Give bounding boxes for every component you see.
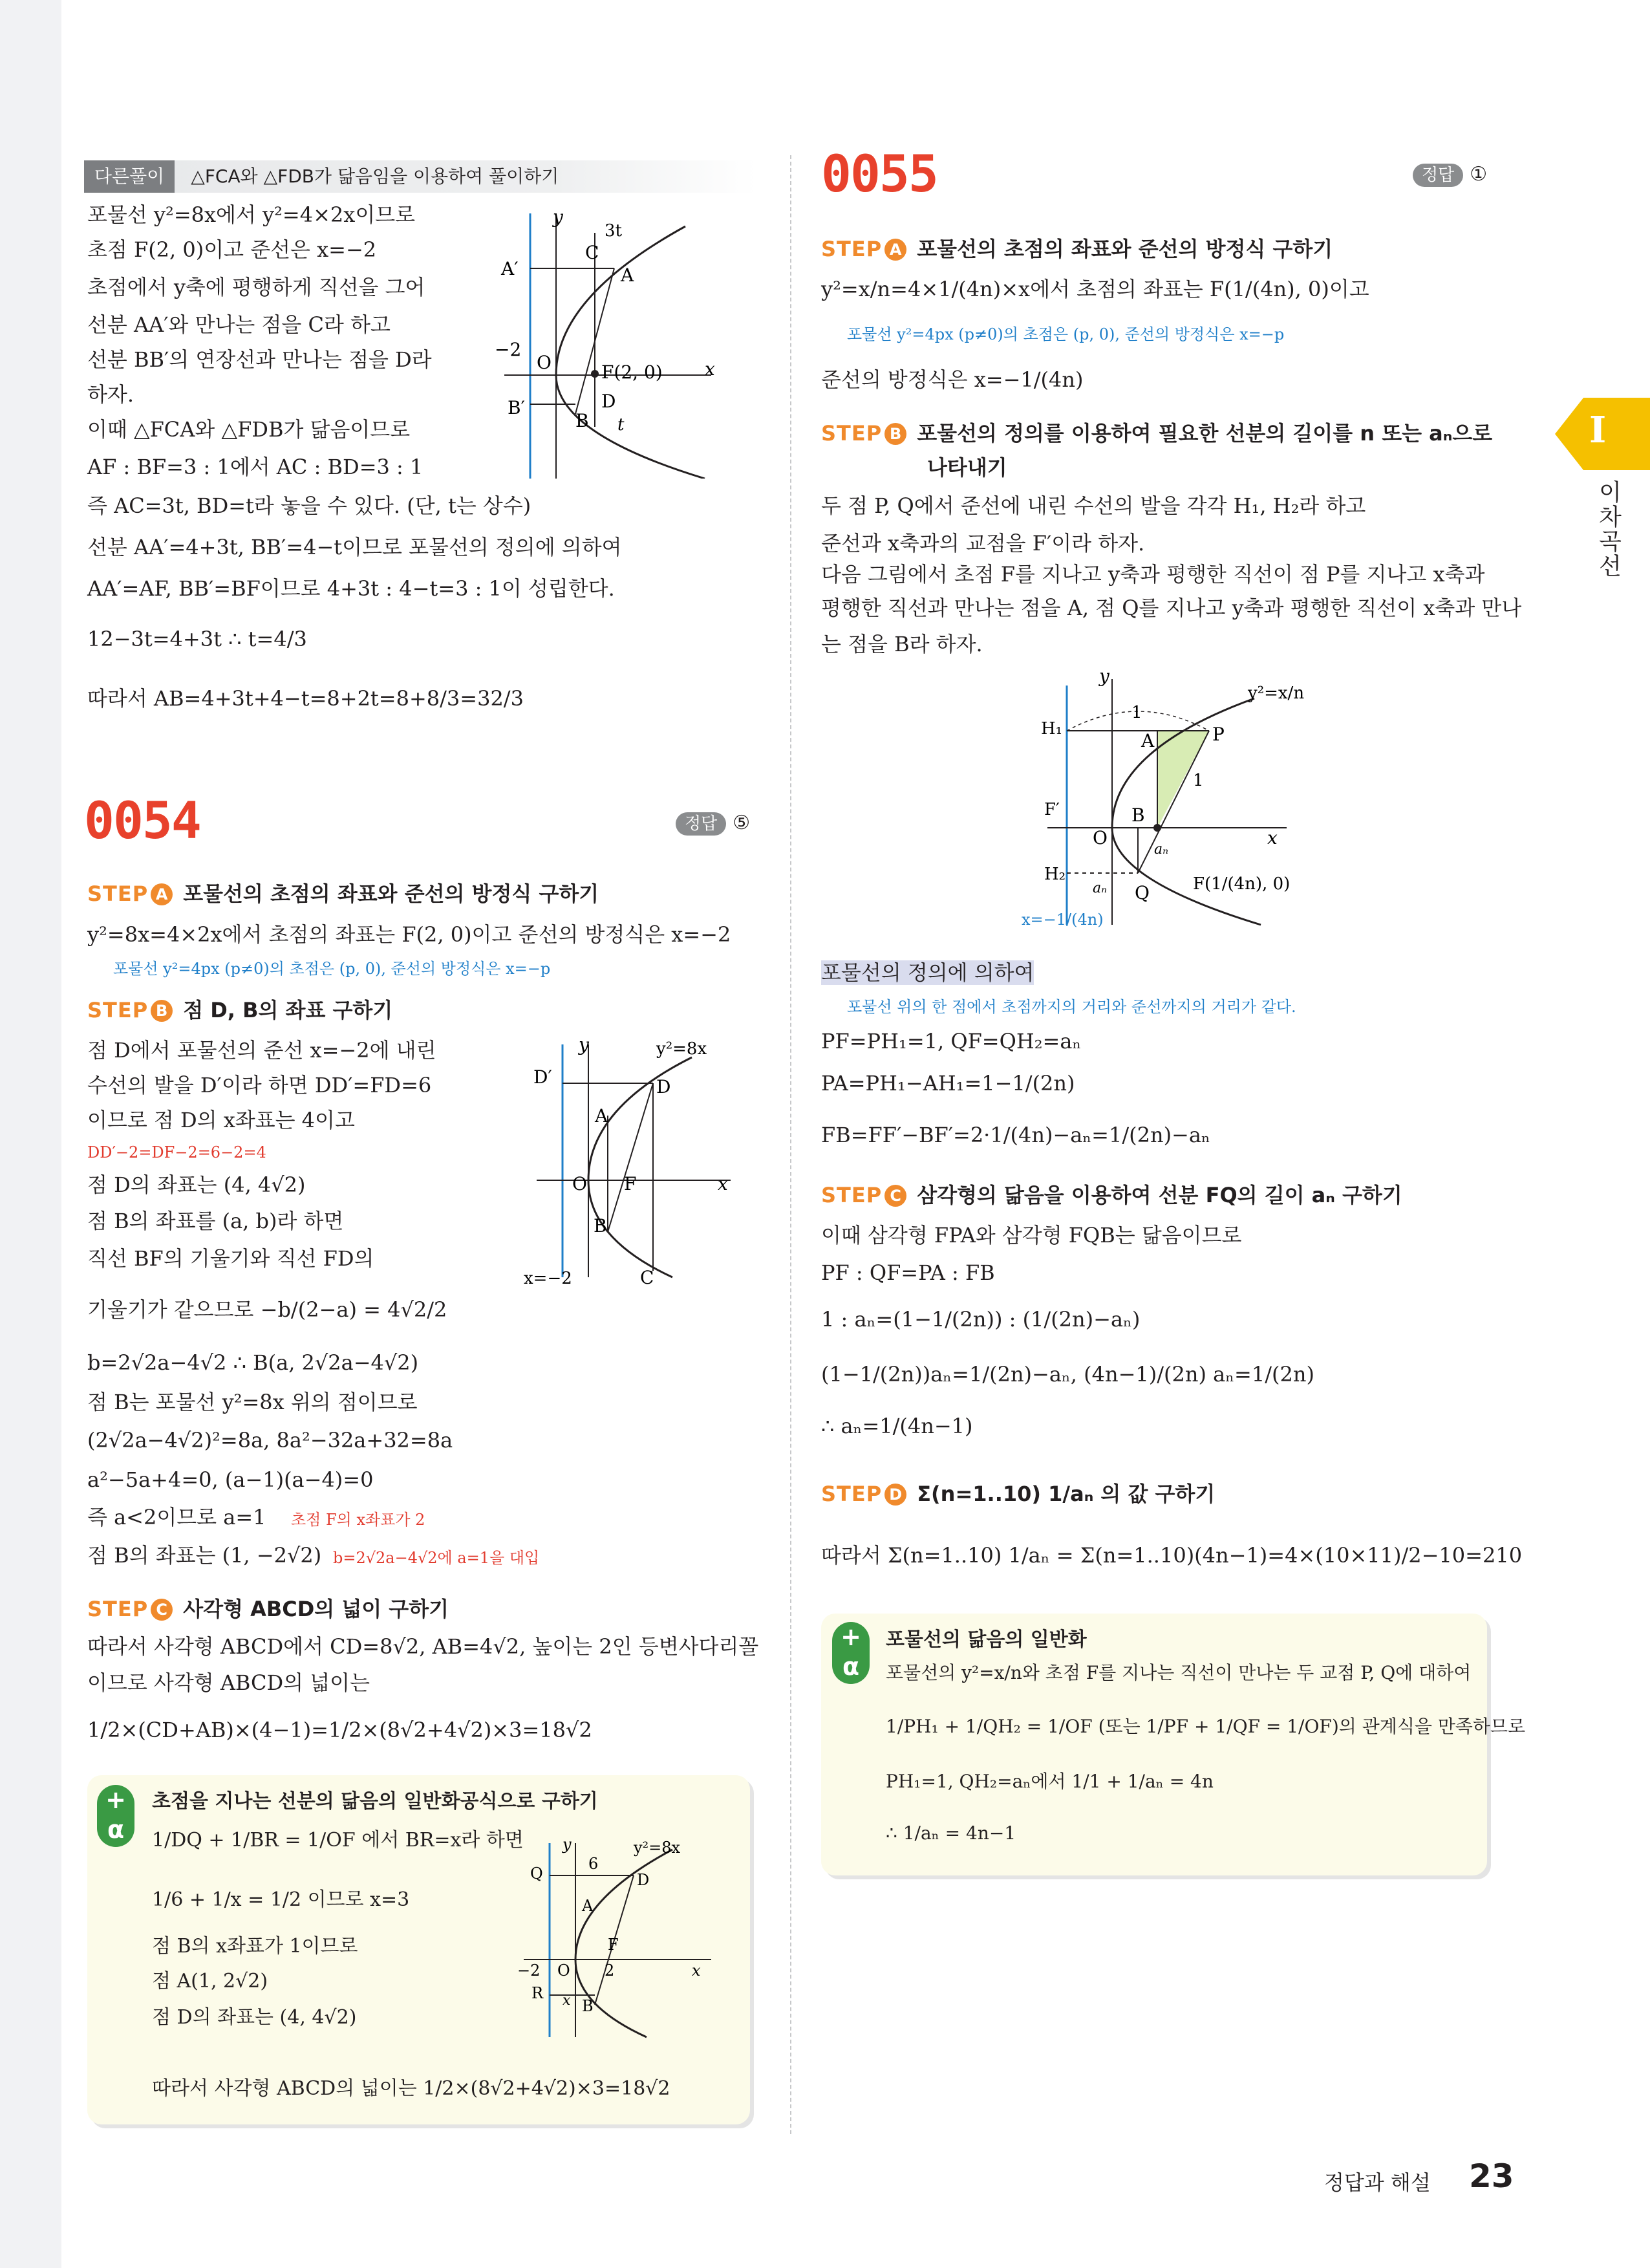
- alt-line: 이때 △FCA와 △FDB가 닮음이므로: [87, 417, 411, 442]
- step-heading: STEP B 포물선의 정의를 이용하여 필요한 선분의 길이를 n 또는 aₙ으로: [821, 421, 1493, 446]
- tip-box-line: ∴ 1/aₙ = 4n−1: [886, 1822, 1016, 1844]
- step-line: b=2√2a−4√2 ∴ B(a, 2√2a−4√2): [87, 1350, 419, 1375]
- fig-label: t: [617, 415, 625, 435]
- step-line: (1−1/(2n))aₙ=1/(2n)−aₙ, (4n−1)/(2n) aₙ=1/(2n): [821, 1362, 1314, 1387]
- fig-label: P: [1212, 724, 1225, 745]
- alt-line: 선분 AA′=4+3t, BB′=4−t이므로 포물선의 정의에 의하여: [87, 535, 622, 559]
- tip-box-figure: [517, 1830, 731, 2044]
- answer-label: [676, 812, 750, 836]
- step-note: 포물선 y²=4px (p≠0)의 초점은 (p, 0), 준선의 방정식은 x=−p: [847, 325, 1285, 343]
- step-line: 두 점 P, Q에서 준선에 내린 수선의 발을 각각 H₁, H₂라 하고: [821, 493, 1366, 518]
- tip-box-line: 1/DQ + 1/BR = 1/OF 에서 BR=x라 하면: [152, 1829, 524, 1852]
- plus-alpha-icon: + α: [832, 1622, 870, 1684]
- answer-label: [1413, 163, 1487, 187]
- fig-label: C: [585, 242, 599, 263]
- fig-label: F(1/(4n), 0): [1193, 874, 1291, 894]
- step-line: 따라서 사각형 ABCD에서 CD=8√2, AB=4√2, 높이는 2인 등변사다리꼴: [87, 1634, 759, 1659]
- tip-box-title: 포물선의 닮음의 일반화: [886, 1628, 1087, 1651]
- fig-label: y²=x/n: [1248, 684, 1305, 703]
- fig-label: y: [579, 1034, 589, 1055]
- step-note: DD′−2=DF−2=6−2=4: [87, 1143, 266, 1161]
- step-line: a²−5a+4=0, (a−1)(a−4)=0: [87, 1467, 374, 1492]
- chapter-number: I: [1589, 409, 1607, 451]
- problem-0054-figure: [517, 1031, 750, 1290]
- step-line: 점 D에서 포물선의 준선 x=−2에 내린: [87, 1038, 436, 1063]
- fig-label: B: [575, 410, 589, 431]
- fig-label: B: [582, 1997, 594, 2015]
- step-note: 초점 F의 x좌표가 2: [291, 1511, 425, 1529]
- fig-label: y: [553, 207, 563, 228]
- step-line: ∴ aₙ=1/(4n−1): [821, 1414, 973, 1438]
- fig-label: B: [594, 1215, 607, 1237]
- fig-label: O: [1093, 827, 1108, 848]
- fig-label: x=−2: [524, 1269, 572, 1288]
- step-line: (2√2a−4√2)²=8a, 8a²−32a+32=8a: [87, 1428, 453, 1453]
- fig-label: B′: [508, 397, 525, 418]
- alt-solution-tag: 다른풀이: [84, 160, 175, 193]
- fig-label: Q: [530, 1864, 543, 1883]
- step-heading: STEP D Σ(n=1..10) 1/aₙ 의 값 구하기: [821, 1482, 1216, 1506]
- alt-line: AF : BF=3 : 1에서 AC : BD=3 : 1: [87, 455, 423, 479]
- fig-label: x=−1/(4n): [1022, 911, 1104, 929]
- step-line: y²=8x=4×2x에서 초점의 좌표는 F(2, 0)이고 준선의 방정식은 x=−2: [87, 922, 731, 947]
- fig-label: F: [608, 1936, 619, 1954]
- def-note: 포물선 위의 한 점에서 초점까지의 거리와 준선까지의 거리가 같다.: [847, 998, 1296, 1016]
- problem-number: 0054: [84, 792, 200, 850]
- fig-label: A: [582, 1897, 594, 1915]
- def-line: 포물선의 정의에 의하여: [821, 960, 1034, 985]
- tip-box-line: 점 D의 좌표는 (4, 4√2): [152, 2006, 357, 2029]
- step-line: 기울기가 같으므로 −b/(2−a) = 4√2/2: [87, 1297, 447, 1322]
- fig-label: R: [531, 1984, 544, 2002]
- fig-label: O: [537, 352, 552, 373]
- alt-line: 포물선 y²=8x에서 y²=4×2x이므로: [87, 202, 416, 227]
- fig-label: O: [572, 1173, 587, 1194]
- alt-solution-figure: [491, 207, 750, 479]
- fig-label: aₙ: [1093, 880, 1108, 896]
- fig-label: A′: [501, 258, 519, 279]
- tip-box-line: PH₁=1, QH₂=aₙ에서 1/1 + 1/aₙ = 4n: [886, 1771, 1214, 1792]
- fig-label: x: [562, 1993, 571, 2009]
- step-line: 점 B의 좌표를 (a, b)라 하면: [87, 1209, 344, 1233]
- fig-label: C: [640, 1267, 654, 1288]
- fig-label: 2: [605, 1961, 615, 1980]
- fig-label: Q: [1135, 882, 1150, 903]
- fig-label: F: [624, 1173, 637, 1194]
- step-line: 직선 BF의 기울기와 직선 FD의: [87, 1246, 374, 1271]
- step-line: 준선과 x축과의 교점을 F′이라 하자.: [821, 531, 1145, 556]
- footer-label: 정답과 해설: [1324, 2170, 1431, 2195]
- alt-solution-caption: △FCA와 △FDB가 닮음임을 이용하여 풀이하기: [191, 166, 559, 187]
- fig-label: H₂: [1044, 865, 1066, 884]
- fig-label: aₙ: [1154, 841, 1169, 858]
- fig-label: x: [692, 1961, 701, 1980]
- step-line: 1/2×(CD+AB)×(4−1)=1/2×(8√2+4√2)×3=18√2: [87, 1718, 592, 1742]
- step-line: y²=x/n=4×1/(4n)×x에서 초점의 좌표는 F(1/(4n), 0)이고: [821, 277, 1369, 301]
- step-line: 수선의 발을 D′이라 하면 DD′=FD=6: [87, 1073, 432, 1097]
- step-line: 1 : aₙ=(1−1/(2n)) : (1/(2n)−aₙ): [821, 1307, 1141, 1332]
- fig-label: −2: [495, 339, 522, 360]
- answer-value: ①: [1470, 163, 1488, 186]
- plus-alpha-icon: + α: [97, 1785, 134, 1847]
- fig-label: B: [1131, 805, 1145, 826]
- step-heading: STEP C 사각형 ABCD의 넓이 구하기: [87, 1597, 449, 1621]
- tip-box-line: 포물선의 y²=x/n와 초점 F를 지나는 직선이 만나는 두 교점 P, Q에 대하여: [886, 1662, 1472, 1683]
- alt-line: 초점 F(2, 0)이고 준선은 x=−2: [87, 237, 377, 262]
- fig-label: D: [637, 1871, 650, 1889]
- step-line: 점 B의 좌표는 (1, −2√2): [87, 1543, 322, 1568]
- alt-line: 선분 BB′의 연장선과 만나는 점을 D라: [87, 347, 432, 372]
- tip-box-line: 1/PH₁ + 1/QH₂ = 1/OF (또는 1/PF + 1/QF = 1/OF)의 관계식을 만족하므로: [886, 1716, 1526, 1737]
- tip-box-line: 점 B의 x좌표가 1이므로: [152, 1935, 358, 1958]
- fig-label: D: [601, 391, 616, 412]
- fig-label: F′: [1044, 800, 1060, 819]
- step-line: 이므로 점 D의 x좌표는 4이고: [87, 1108, 355, 1132]
- answer-value: ⑤: [733, 812, 751, 834]
- step-note: b=2√2a−4√2에 a=1을 대입: [333, 1549, 540, 1567]
- alt-line: 초점에서 y축에 평행하게 직선을 그어: [87, 275, 425, 299]
- fig-label: x: [718, 1173, 728, 1194]
- page-number: 23: [1469, 2157, 1514, 2195]
- fig-label: A: [595, 1105, 608, 1127]
- tip-box-title: 초점을 지나는 선분의 닮음의 일반화공식으로 구하기: [152, 1790, 598, 1813]
- tip-box-line: 점 A(1, 2√2): [152, 1970, 268, 1993]
- fig-label: A: [621, 265, 634, 286]
- step-line: 준선의 방정식은 x=−1/(4n): [821, 367, 1084, 392]
- fig-label: y²=8x: [656, 1039, 707, 1059]
- step-heading: STEP B 점 D, B의 좌표 구하기: [87, 998, 393, 1022]
- tip-box-line: 따라서 사각형 ABCD의 넓이는 1/2×(8√2+4√2)×3=18√2: [152, 2077, 670, 2100]
- step-line: 이때 삼각형 FPA와 삼각형 FQB는 닮음이므로: [821, 1223, 1242, 1247]
- def-line: PF=PH₁=1, QF=QH₂=aₙ: [821, 1029, 1082, 1053]
- fig-label: y: [1099, 666, 1109, 687]
- step-line: 점 B는 포물선 y²=8x 위의 점이므로: [87, 1390, 418, 1414]
- alt-line: 선분 AA′와 만나는 점을 C라 하고: [87, 312, 391, 337]
- fig-label: −2: [517, 1961, 541, 1980]
- fig-label: 6: [588, 1855, 599, 1873]
- fig-label: y²=8x: [634, 1839, 681, 1857]
- fig-label: y: [562, 1835, 572, 1853]
- alt-line: 하자.: [87, 382, 134, 407]
- alt-solution-header: [84, 160, 756, 193]
- step-line: 따라서 Σ(n=1..10) 1/aₙ = Σ(n=1..10)(4n−1)=4×(10×11)/2−10=210: [821, 1543, 1523, 1568]
- tip-box-line: 1/6 + 1/x = 1/2 이므로 x=3: [152, 1888, 410, 1911]
- fig-label: F(2, 0): [601, 362, 663, 383]
- step-line: 다음 그림에서 초점 F를 지나고 y축과 평행한 직선이 점 P를 지나고 x축과: [821, 562, 1485, 587]
- fig-label: D′: [533, 1066, 552, 1088]
- alt-line: 즉 AC=3t, BD=t라 놓을 수 있다. (단, t는 상수): [87, 493, 531, 518]
- step-line: 이므로 사각형 ABCD의 넓이는: [87, 1670, 370, 1695]
- def-line: FB=FF′−BF′=2·1/(4n)−aₙ=1/(2n)−aₙ: [821, 1123, 1210, 1147]
- problem-number: 0055: [821, 146, 938, 204]
- column-divider: [790, 155, 791, 2134]
- fig-label: x: [705, 358, 715, 380]
- step-heading-cont: 나타내기: [927, 455, 1007, 480]
- fig-label: 1: [1193, 771, 1204, 790]
- fig-label: A: [1141, 730, 1155, 751]
- step-heading: STEP C 삼각형의 닮음을 이용하여 선분 FQ의 길이 aₙ 구하기: [821, 1183, 1402, 1207]
- step-line: 점 D의 좌표는 (4, 4√2): [87, 1172, 306, 1197]
- alt-line: 따라서 AB=4+3t+4−t=8+2t=8+8/3=32/3: [87, 686, 524, 711]
- fig-label: D: [656, 1076, 671, 1097]
- answer-tag: 정답: [676, 812, 726, 836]
- problem-0055-figure: [1009, 666, 1306, 938]
- fig-label: 1: [1131, 703, 1142, 722]
- fig-label: 3t: [605, 221, 622, 241]
- alt-line: AA′=AF, BB′=BF이므로 4+3t : 4−t=3 : 1이 성립한다.: [87, 576, 615, 601]
- chapter-title: 이차곡선: [1595, 480, 1622, 578]
- step-line: PF : QF=PA : FB: [821, 1260, 995, 1285]
- left-margin-bar: [0, 0, 61, 2268]
- fig-label: H₁: [1041, 719, 1063, 739]
- step-line: 즉 a<2이므로 a=1: [87, 1505, 266, 1529]
- fig-label: O: [557, 1961, 570, 1980]
- fig-label: x: [1267, 827, 1278, 848]
- alt-line: 12−3t=4+3t ∴ t=4/3: [87, 627, 307, 651]
- answer-tag: 정답: [1413, 164, 1463, 187]
- step-line: 평행한 직선과 만나는 점을 A, 점 Q를 지나고 y축과 평행한 직선이 x축과 만나: [821, 596, 1522, 620]
- step-heading: STEP A 포물선의 초점의 좌표와 준선의 방정식 구하기: [87, 881, 599, 906]
- def-line: PA=PH₁−AH₁=1−1/(2n): [821, 1071, 1075, 1096]
- step-note: 포물선 y²=4px (p≠0)의 초점은 (p, 0), 준선의 방정식은 x=−p: [113, 960, 551, 978]
- step-line: 는 점을 B라 하자.: [821, 632, 983, 656]
- step-heading: STEP A 포물선의 초점의 좌표와 준선의 방정식 구하기: [821, 237, 1333, 261]
